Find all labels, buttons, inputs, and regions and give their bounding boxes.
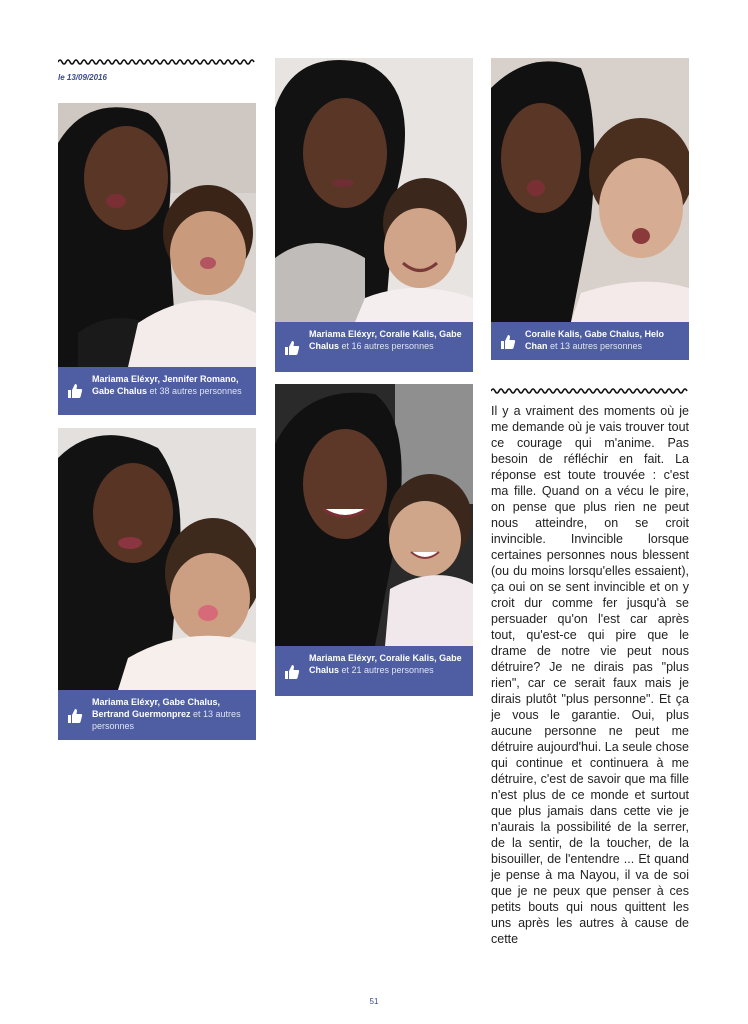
photo-5[interactable] [491,58,689,322]
photo-3-caption [275,322,473,372]
photo-1[interactable] [58,103,256,367]
photo-2-rest: et 13 autres personnes [92,709,241,731]
photo-1-rest: et 38 autres personnes [147,386,242,396]
post-date: le 13/09/2016 [58,73,107,82]
wavy-divider-left [58,58,256,66]
photo-3-names[interactable]: Mariama Eléxyr, Coralie Kalis, Gabe Chalus [309,329,462,351]
photo-1-caption [58,367,256,415]
photo-4-rest: et 21 autres personnes [339,665,434,675]
photo-5-caption [491,322,689,360]
photo-2-caption [58,690,256,740]
photo-5-rest: et 13 autres personnes [547,341,643,351]
photo-4[interactable] [275,384,473,646]
thumbs-up-icon[interactable] [500,334,516,350]
page-number: 51 [369,997,379,1006]
thumbs-up-icon[interactable] [284,664,300,680]
photo-2[interactable] [58,428,256,690]
thumbs-up-icon[interactable] [284,340,300,356]
photo-5-names[interactable]: Coralie Kalis, Gabe Chalus, Helo Chan [525,329,665,351]
photo-2-names[interactable]: Mariama Eléxyr, Gabe Chalus, Bertrand Guermonprez [92,697,221,719]
photo-3-rest: et 16 autres personnes [339,341,434,351]
article-body: Il y a vraiment des moments où je me demande où je vais trouver tout ce courage qui m'anime. Pas besoin de réfléchir en fait. La réponse est toute trouvée : c'est ma fille. Quand on a vécu le pire, on pense que plus rien ne peut nous atteindre, on se croit invincible. Invincible lorsque certaines personnes nous blessent (ou du moins lorsqu'elles essaient), ça oui on se sent invincible et on y croit dur comme fer jusqu'à se persuader qu'on l'est car après tout, qu'est-ce qui pire que le drame de notre vie peut nous détruire? Je ne dirais pas "plus rien", car ce serait faux mais je dirais plutôt "plus personne". Et ça je vous le garantie. Oui, plus aucune personne ne peut me détruire aujourd'hui. La seule chose qui continue et continuera à me détruire, c'est de savoir que ma fille n'est plus de ce monde et surtout que plus jamais dans cette vie je n'aurais la possibilité de la serrer, de la sentir, de la toucher, de la bisouiller, de l'entendre ... Et quand je pense à ma Nayou, il va de soi que je ne peux que penser à ces petits bouts qui nous quittent les uns après les autres à cause de cette [491,404,689,946]
thumbs-up-icon[interactable] [67,708,83,724]
thumbs-up-icon[interactable] [67,383,83,399]
photo-1-names[interactable]: Mariama Eléxyr, Jennifer Romano, Gabe Chalus [92,374,239,396]
photo-3[interactable] [275,58,473,322]
photo-4-names[interactable]: Mariama Eléxyr, Coralie Kalis, Gabe Chalus [309,653,462,675]
photo-4-caption [275,646,473,696]
wavy-divider-right [491,387,689,395]
